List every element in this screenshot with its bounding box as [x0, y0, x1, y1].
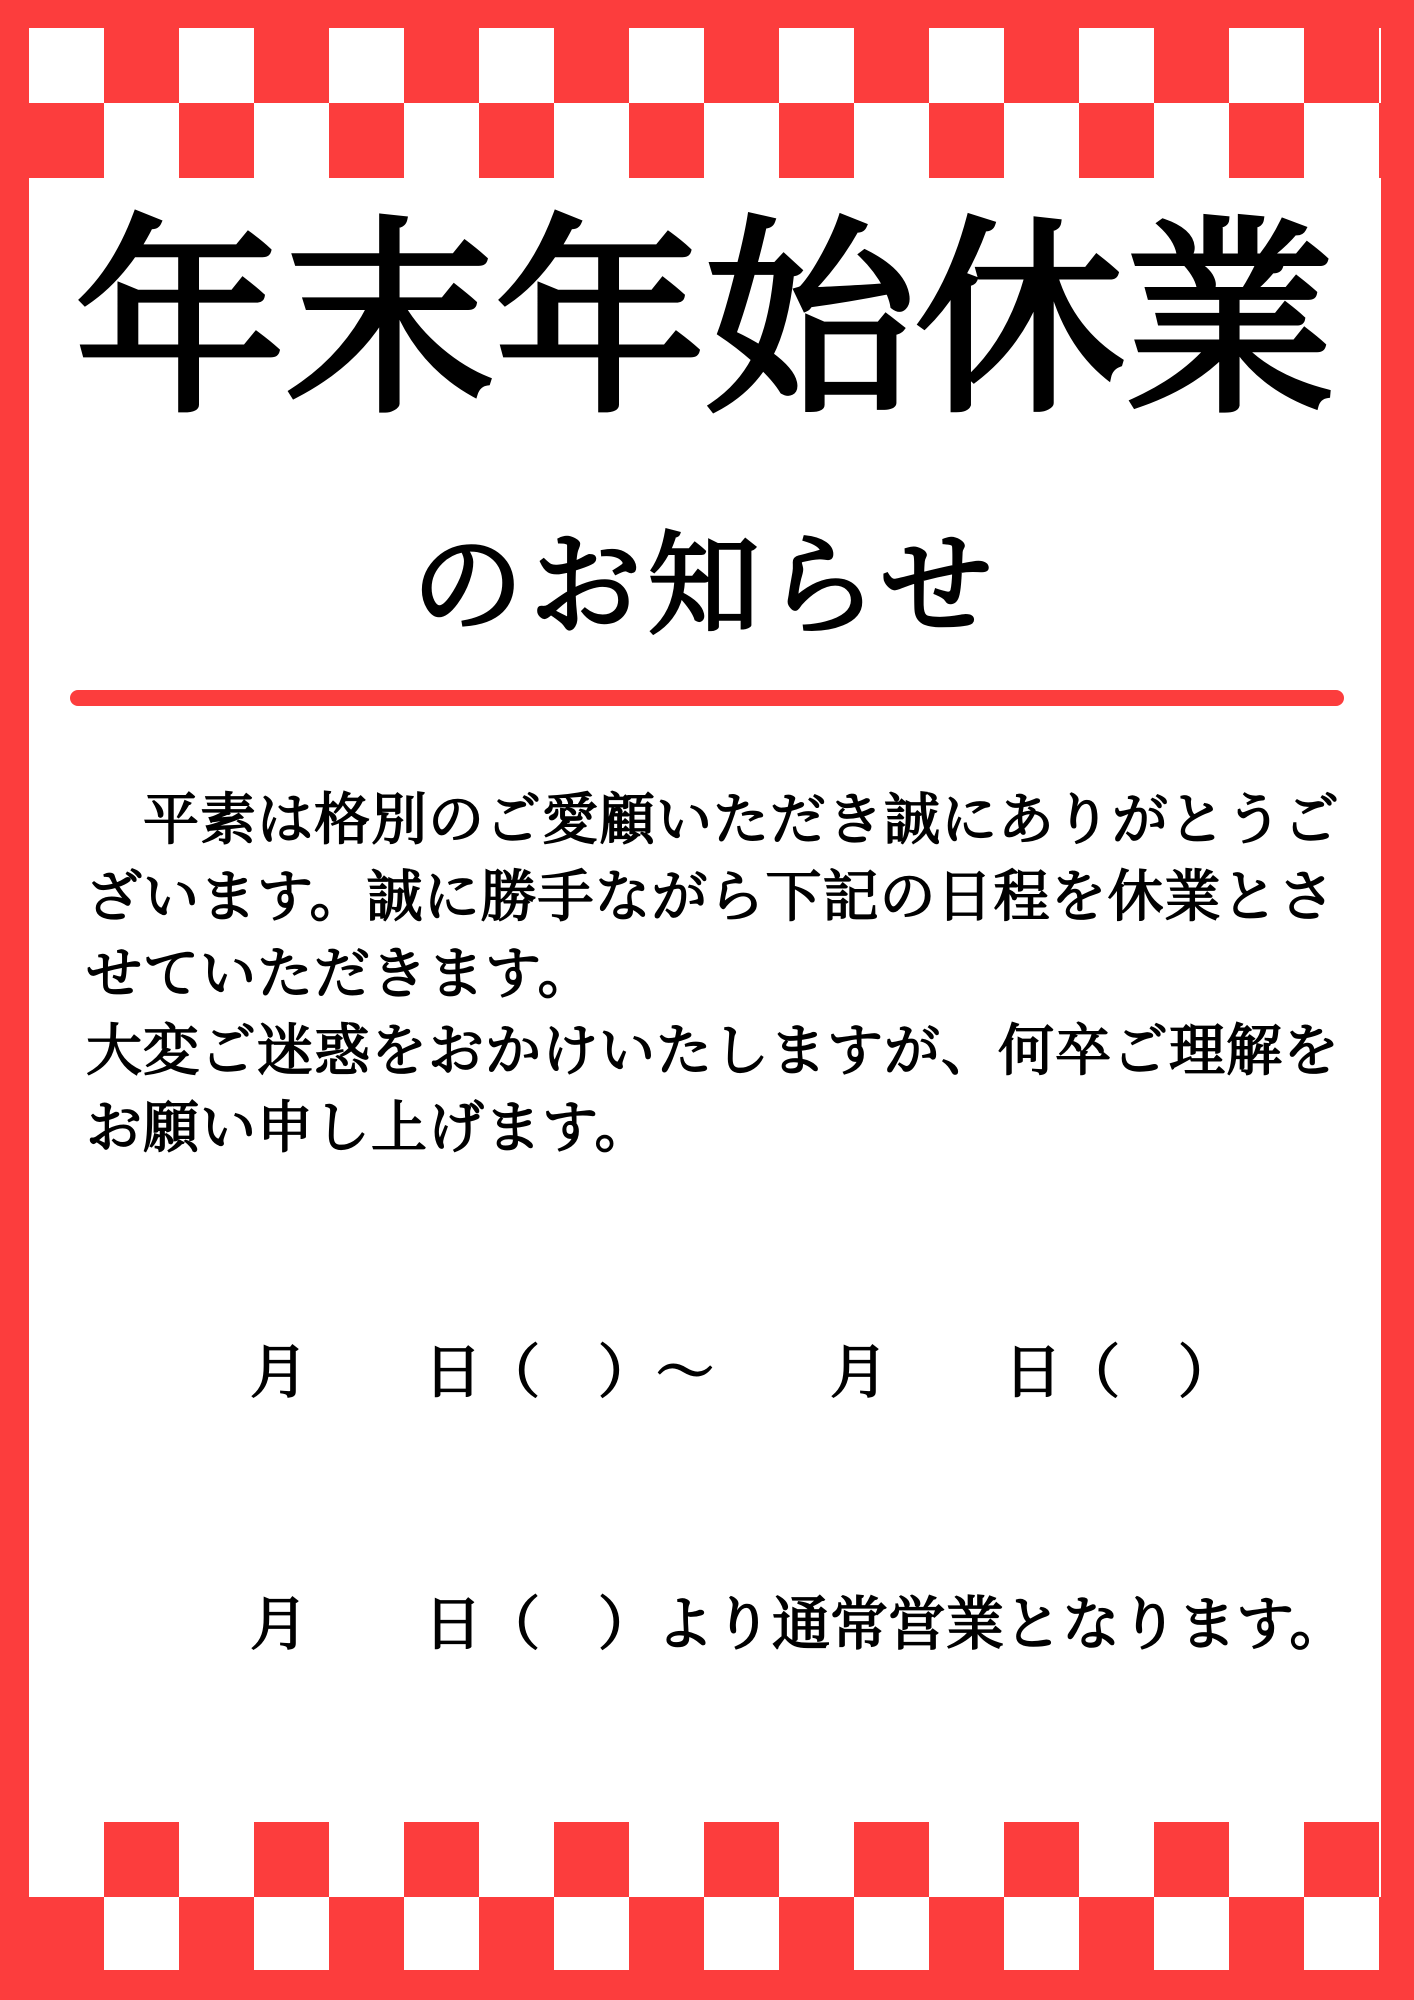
closure-period-line: 月 日（ ）～ 月 日（ ） — [250, 1338, 1237, 1406]
poster-title: 年末年始休業 — [74, 198, 1335, 443]
border-top-bar — [0, 0, 1414, 28]
body-line: 大変ご迷惑をおかけいたしますが、何卒ご理解を — [86, 1019, 1340, 1084]
border-right-bar — [1381, 0, 1414, 2000]
checkered-border-top — [29, 28, 1381, 178]
checkered-border-bottom — [29, 1822, 1381, 1972]
body-line: 平素は格別のご愛顧いただき誠にありがとうご — [86, 788, 1340, 853]
body-line: ざいます。誠に勝手ながら下記の日程を休業とさ — [86, 865, 1336, 930]
reopen-notice-line: 月 日（ ）より通常営業となります。 — [250, 1590, 1348, 1658]
body-line: お願い申し上げます。 — [86, 1096, 652, 1161]
border-left-bar — [0, 0, 29, 2000]
poster-subtitle: のお知らせ — [411, 521, 999, 651]
title-divider-line — [70, 690, 1344, 706]
border-bottom-bar — [0, 1970, 1414, 2000]
greeting-paragraph — [86, 782, 1346, 1167]
body-line: せていただきます。 — [86, 942, 595, 1007]
